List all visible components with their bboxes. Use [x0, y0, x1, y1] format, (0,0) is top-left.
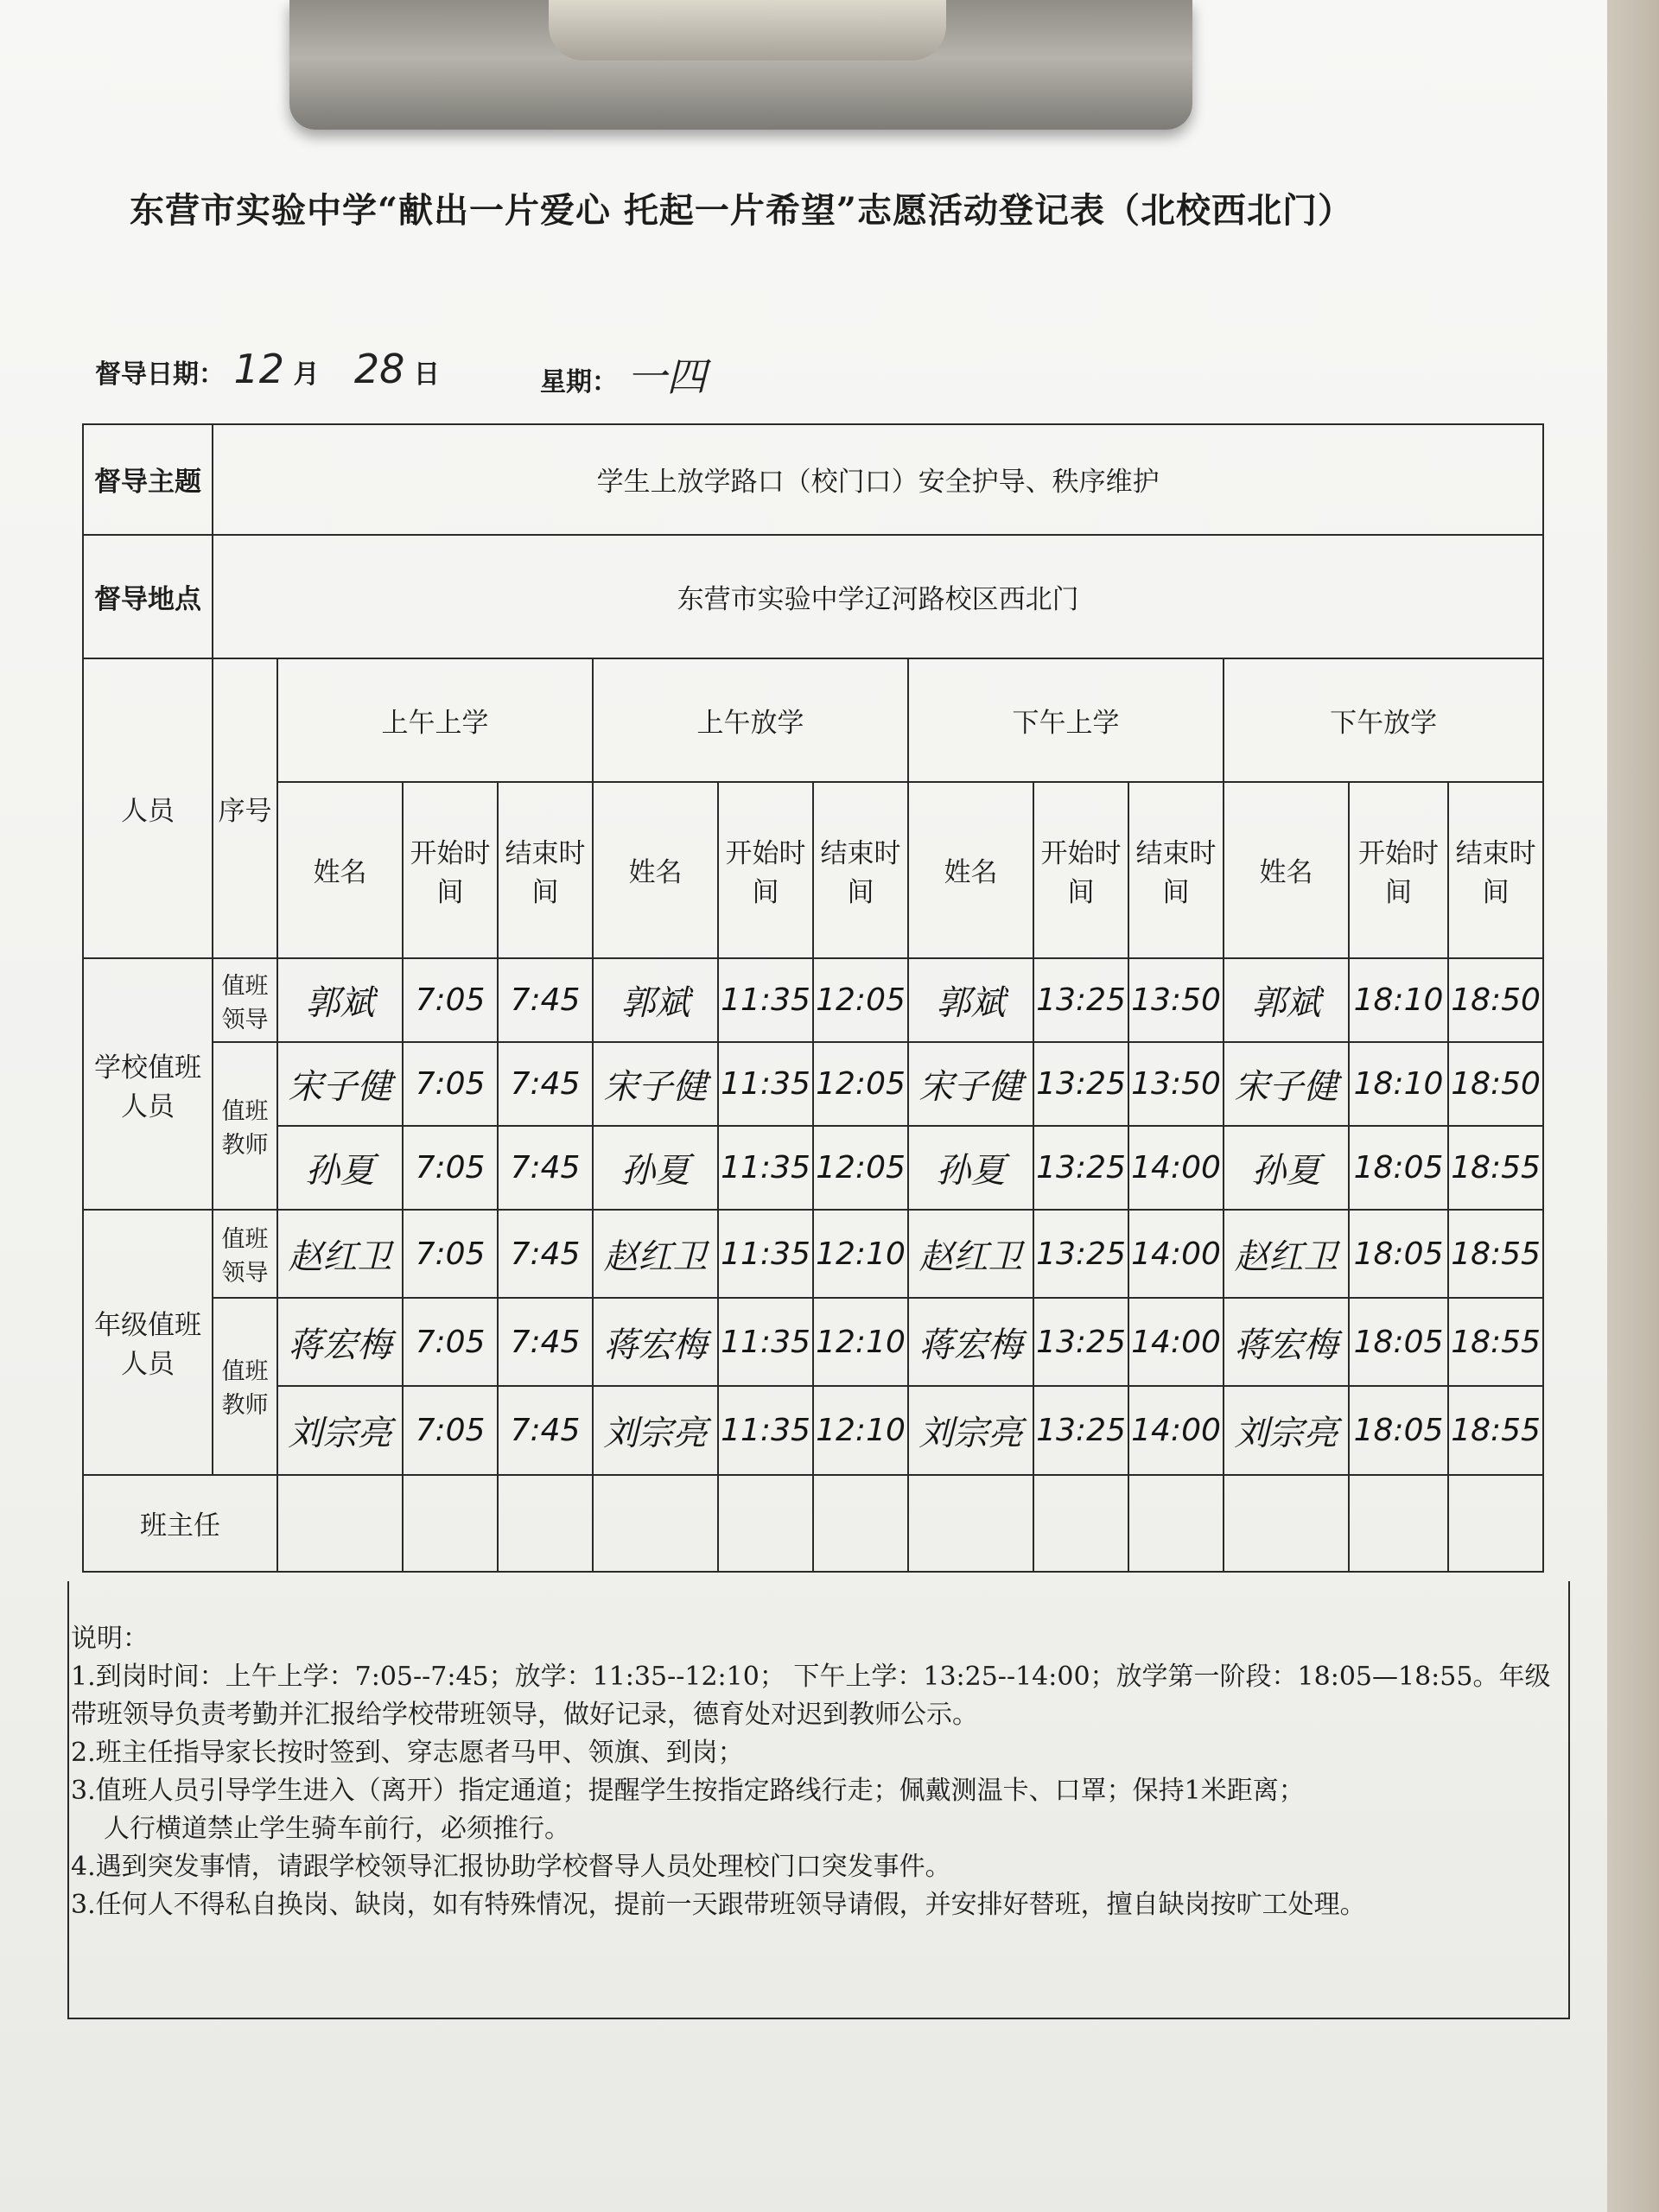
- table-row: [83, 1298, 1543, 1386]
- name-cell: 赵红卫: [1224, 1210, 1349, 1298]
- form-title: 东营市实验中学“献出一片爱心 托起一片希望”志愿活动登记表（北校西北门）: [130, 190, 1353, 231]
- time-cell: 12:10: [813, 1386, 908, 1474]
- time-cell: 13:25: [1033, 1386, 1128, 1474]
- period-morning-leave: 上午放学: [593, 658, 908, 782]
- time-cell: 7:05: [403, 1386, 498, 1474]
- time-cell: 18:50: [1448, 1042, 1543, 1126]
- empty-cell: [908, 1475, 1033, 1573]
- col-start: 开始时间: [403, 782, 498, 958]
- time-cell: 7:05: [403, 1210, 498, 1298]
- table-row: [83, 958, 1543, 1042]
- note-item: 4.遇到突发事情，请跟学校领导汇报协助学校督导人员处理校门口突发事件。: [71, 1852, 951, 1882]
- time-cell: 7:45: [498, 1298, 593, 1386]
- note-item: 人行横道禁止学生骑车前行，必须推行。: [104, 1814, 570, 1844]
- homeroom-row: [83, 1475, 1543, 1573]
- time-cell: 18:55: [1448, 1126, 1543, 1210]
- time-cell: 18:10: [1349, 958, 1448, 1042]
- name-cell: 刘宗亮: [593, 1386, 718, 1474]
- name-cell: 刘宗亮: [277, 1386, 403, 1474]
- name-cell: 赵红卫: [908, 1210, 1033, 1298]
- time-cell: 12:05: [813, 1042, 908, 1126]
- period-morning-arrive: 上午上学: [277, 658, 593, 782]
- time-cell: 18:05: [1349, 1210, 1448, 1298]
- time-cell: 14:00: [1128, 1126, 1224, 1210]
- role-teacher: 值班教师: [213, 1042, 277, 1210]
- date-day: 28: [353, 346, 405, 392]
- table-row: [83, 1386, 1543, 1474]
- table-row: [83, 1042, 1543, 1126]
- time-cell: 7:45: [498, 1386, 593, 1474]
- name-cell: 郭斌: [908, 958, 1033, 1042]
- time-cell: 7:05: [403, 1298, 498, 1386]
- name-cell: 蒋宏梅: [277, 1298, 403, 1386]
- name-cell: 孙夏: [277, 1126, 403, 1210]
- col-end: 结束时间: [498, 782, 593, 958]
- time-cell: 13:25: [1033, 1210, 1128, 1298]
- month-label: 月: [293, 359, 320, 390]
- name-cell: 宋子健: [1224, 1042, 1349, 1126]
- weekday-field: [540, 346, 706, 403]
- table-row: [83, 1126, 1543, 1210]
- name-cell: 宋子健: [593, 1042, 718, 1126]
- col-name: 姓名: [593, 782, 718, 958]
- date-month: 12: [233, 346, 284, 392]
- time-cell: 7:45: [498, 1210, 593, 1298]
- empty-cell: [498, 1475, 593, 1573]
- empty-cell: [277, 1475, 403, 1573]
- time-cell: 18:05: [1349, 1386, 1448, 1474]
- notes-heading: 说明：: [71, 1624, 149, 1654]
- name-cell: 蒋宏梅: [1224, 1298, 1349, 1386]
- empty-cell: [1448, 1475, 1543, 1573]
- time-cell: 13:25: [1033, 1042, 1128, 1126]
- name-cell: 蒋宏梅: [908, 1298, 1033, 1386]
- col-start: 开始时间: [718, 782, 813, 958]
- name-cell: 宋子健: [908, 1042, 1033, 1126]
- time-cell: 7:45: [498, 1042, 593, 1126]
- name-cell: 赵红卫: [277, 1210, 403, 1298]
- time-cell: 13:25: [1033, 1298, 1128, 1386]
- time-cell: 12:05: [813, 958, 908, 1042]
- time-cell: 13:50: [1128, 1042, 1224, 1126]
- empty-cell: [1224, 1475, 1349, 1573]
- empty-cell: [1128, 1475, 1224, 1573]
- time-cell: 18:10: [1349, 1042, 1448, 1126]
- col-name: 姓名: [908, 782, 1033, 958]
- table-row: [83, 1210, 1543, 1298]
- empty-cell: [813, 1475, 908, 1573]
- note-item: 1.到岗时间：上午上学：7:05--7:45；放学：11:35--12:10； 下午上学：13:25--14:00；放学第一阶段：18:05—18:55。年级带班领导负责考勤并汇报给学校带班领导，做好记录，德育处对迟到教师公示。: [71, 1662, 1551, 1730]
- desk-edge: [1607, 0, 1659, 2212]
- name-cell: 孙夏: [1224, 1126, 1349, 1210]
- empty-cell: [1033, 1475, 1128, 1573]
- clipboard-clip: [289, 0, 1192, 130]
- time-cell: 12:05: [813, 1126, 908, 1210]
- col-name: 姓名: [1224, 782, 1349, 958]
- name-cell: 赵红卫: [593, 1210, 718, 1298]
- time-cell: 11:35: [718, 1210, 813, 1298]
- notes-section: [71, 1620, 1561, 1924]
- time-cell: 18:55: [1448, 1210, 1543, 1298]
- time-cell: 7:45: [498, 1126, 593, 1210]
- time-cell: 18:55: [1448, 1386, 1543, 1474]
- note-item: 3.值班人员引导学生进入（离开）指定通道；提醒学生按指定路线行走；佩戴测温卡、口罩；保持1米距离；: [71, 1776, 1305, 1806]
- weekday-label: 星期：: [540, 367, 618, 397]
- topic-label: 督导主题: [83, 424, 213, 535]
- period-afternoon-leave: 下午放学: [1224, 658, 1543, 782]
- time-cell: 12:10: [813, 1298, 908, 1386]
- time-cell: 13:25: [1033, 1126, 1128, 1210]
- time-cell: 7:05: [403, 1126, 498, 1210]
- registration-table: [82, 423, 1544, 1573]
- name-cell: 郭斌: [593, 958, 718, 1042]
- topic-value: 学生上放学路口（校门口）安全护导、秩序维护: [213, 424, 1543, 535]
- name-cell: 郭斌: [277, 958, 403, 1042]
- date-field: [95, 346, 440, 392]
- column-header-row: [83, 782, 1543, 958]
- time-cell: 11:35: [718, 1386, 813, 1474]
- role-leader: 值班领导: [213, 1210, 277, 1298]
- name-cell: 郭斌: [1224, 958, 1349, 1042]
- time-cell: 11:35: [718, 1298, 813, 1386]
- name-cell: 刘宗亮: [1224, 1386, 1349, 1474]
- empty-cell: [593, 1475, 718, 1573]
- time-cell: 13:50: [1128, 958, 1224, 1042]
- col-start: 开始时间: [1349, 782, 1448, 958]
- location-label: 督导地点: [83, 535, 213, 658]
- time-cell: 11:35: [718, 1126, 813, 1210]
- time-cell: 7:45: [498, 958, 593, 1042]
- location-value: 东营市实验中学辽河路校区西北门: [213, 535, 1543, 658]
- time-cell: 11:35: [718, 958, 813, 1042]
- name-cell: 蒋宏梅: [593, 1298, 718, 1386]
- role-teacher: 值班教师: [213, 1298, 277, 1474]
- time-cell: 13:25: [1033, 958, 1128, 1042]
- date-label: 督导日期：: [95, 359, 225, 390]
- empty-cell: [718, 1475, 813, 1573]
- col-end: 结束时间: [813, 782, 908, 958]
- period-header-row: [83, 658, 1543, 782]
- topic-row: [83, 424, 1543, 535]
- seq-label: 序号: [213, 658, 277, 958]
- weekday-value: 一四: [626, 353, 707, 400]
- time-cell: 7:05: [403, 958, 498, 1042]
- note-item: 3.任何人不得私自换岗、缺岗，如有特殊情况，提前一天跟带班领导请假，并安排好替班，擅自缺岗按旷工处理。: [71, 1890, 1366, 1920]
- school-group-label: 学校值班人员: [83, 958, 213, 1210]
- time-cell: 18:05: [1349, 1126, 1448, 1210]
- time-cell: 18:05: [1349, 1298, 1448, 1386]
- note-item: 2.班主任指导家长按时签到、穿志愿者马甲、领旗、到岗；: [71, 1738, 744, 1768]
- name-cell: 宋子健: [277, 1042, 403, 1126]
- time-cell: 14:00: [1128, 1210, 1224, 1298]
- col-start: 开始时间: [1033, 782, 1128, 958]
- time-cell: 18:55: [1448, 1298, 1543, 1386]
- time-cell: 14:00: [1128, 1386, 1224, 1474]
- day-label: 日: [413, 359, 440, 390]
- time-cell: 14:00: [1128, 1298, 1224, 1386]
- period-afternoon-arrive: 下午上学: [908, 658, 1224, 782]
- col-end: 结束时间: [1448, 782, 1543, 958]
- name-cell: 孙夏: [908, 1126, 1033, 1210]
- col-end: 结束时间: [1128, 782, 1224, 958]
- grade-group-label: 年级值班人员: [83, 1210, 213, 1474]
- time-cell: 18:50: [1448, 958, 1543, 1042]
- name-cell: 孙夏: [593, 1126, 718, 1210]
- empty-cell: [403, 1475, 498, 1573]
- clip-plate: [549, 0, 946, 60]
- name-cell: 刘宗亮: [908, 1386, 1033, 1474]
- time-cell: 12:10: [813, 1210, 908, 1298]
- role-leader: 值班领导: [213, 958, 277, 1042]
- homeroom-label: 班主任: [83, 1475, 277, 1573]
- time-cell: 11:35: [718, 1042, 813, 1126]
- col-name: 姓名: [277, 782, 403, 958]
- personnel-label: 人员: [83, 658, 213, 958]
- empty-cell: [1349, 1475, 1448, 1573]
- time-cell: 7:05: [403, 1042, 498, 1126]
- location-row: [83, 535, 1543, 658]
